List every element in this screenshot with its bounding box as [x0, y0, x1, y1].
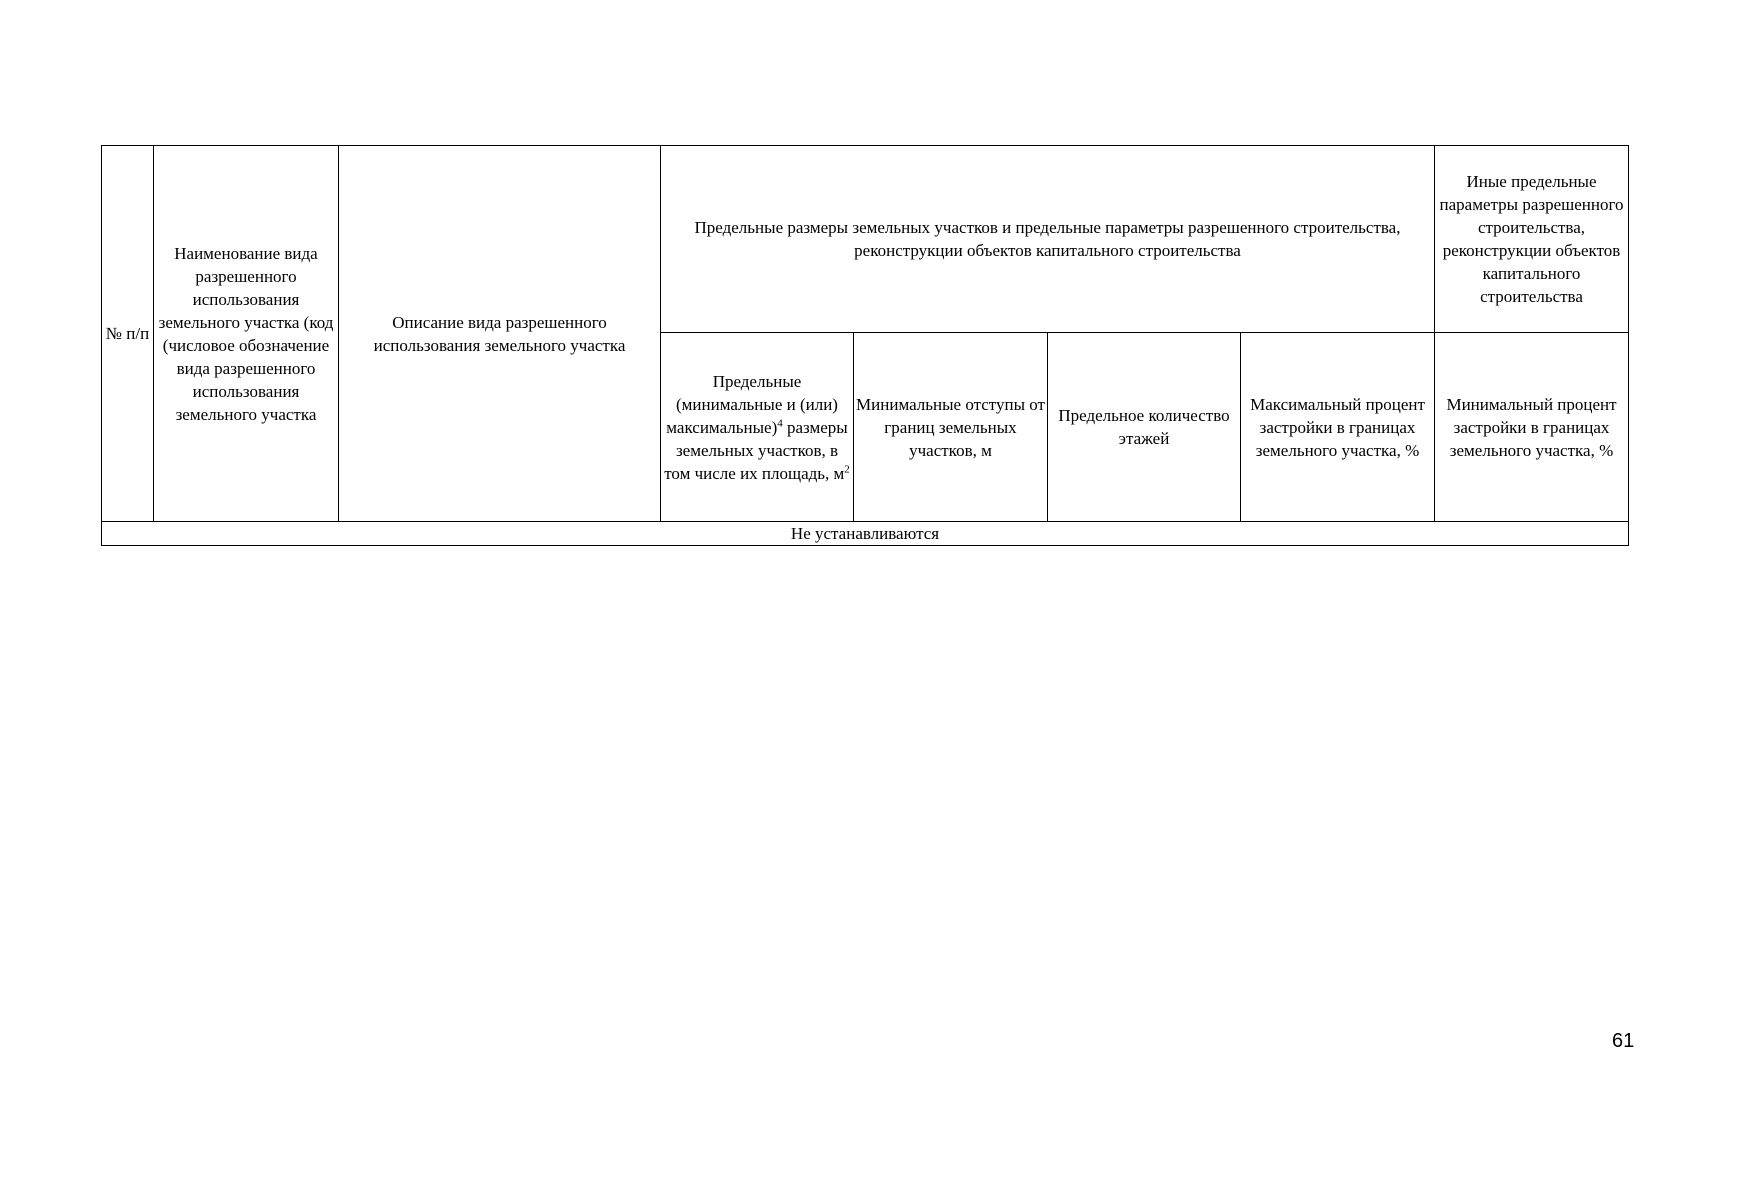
header-plot-sizes — [661, 333, 854, 522]
land-use-parameters-table — [101, 145, 1629, 546]
square-unit-sup: 2 — [844, 462, 850, 475]
plot-sizes-text: Предельные (минимальные и (или) максимальные) — [666, 371, 838, 437]
header-use-type-name: Наименование вида разрешенного использования земельного участка (код (числовое обозначение вида разрешенного использования земельного участка — [154, 146, 339, 522]
footnote-marker: 4 — [777, 416, 783, 429]
header-min-coverage: Минимальный процент застройки в границах земельного участка, % — [1435, 333, 1629, 522]
plot-sizes-tail: размеры земельных участков, в том числе их площадь, м — [664, 417, 848, 483]
header-min-setbacks: Минимальные отступы от границ земельных участков, м — [854, 333, 1048, 522]
header-max-coverage: Максимальный процент застройки в границах земельного участка, % — [1241, 333, 1435, 522]
header-other-parameters: Иные предельные параметры разрешенного строительства, реконструкции объектов капитального строительства — [1435, 146, 1629, 333]
header-limit-parameters-group: Предельные размеры земельных участков и предельные параметры разрешенного строительства, реконструкции объектов капитального строительства — [661, 146, 1435, 333]
page-number: 61 — [1612, 1030, 1635, 1052]
header-floor-count: Предельное количество этажей — [1048, 333, 1241, 522]
header-number: № п/п — [102, 146, 154, 522]
table-row: Не устанавливаются — [102, 522, 1629, 546]
header-use-type-description: Описание вида разрешенного использования земельного участка — [339, 146, 661, 522]
